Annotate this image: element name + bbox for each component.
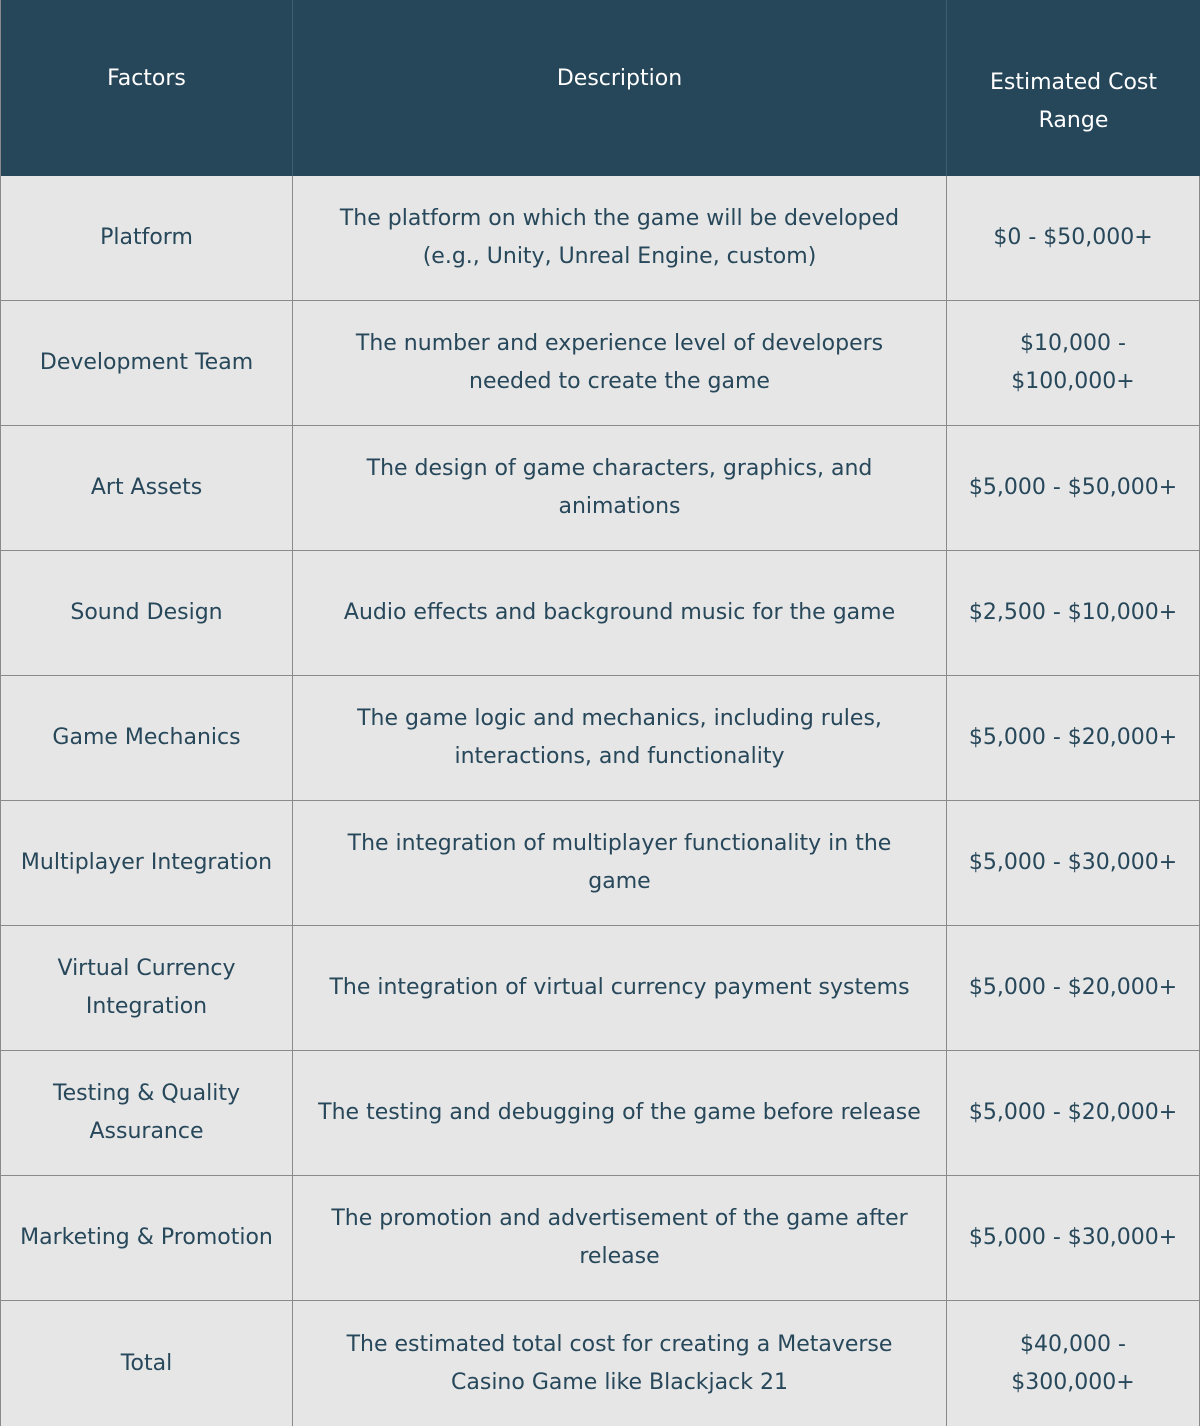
description-text: The game logic and mechanics, including rules, interactions, and functionality <box>357 706 882 769</box>
description-cell <box>293 926 947 1051</box>
factor-text: Game Mechanics <box>52 725 241 750</box>
factor-text: Virtual Currency Integration <box>57 956 236 1019</box>
header-description <box>293 0 947 176</box>
cost-cell <box>947 926 1200 1051</box>
description-cell <box>293 801 947 926</box>
cost-text: $5,000 - $20,000+ <box>968 1100 1178 1125</box>
header-cost <box>947 0 1200 176</box>
factor-text: Development Team <box>39 350 254 375</box>
cost-cell <box>947 801 1200 926</box>
factor-text: Sound Design <box>70 600 223 625</box>
cost-text: $5,000 - $30,000+ <box>968 850 1178 875</box>
cost-cell <box>947 676 1200 801</box>
description-cell <box>293 426 947 551</box>
description-cell <box>293 1051 947 1176</box>
factor-cell <box>0 176 293 301</box>
description-cell <box>293 176 947 301</box>
factor-text: Testing & Quality Assurance <box>52 1081 241 1144</box>
header-cost-label: Estimated Cost Range <box>989 70 1158 133</box>
cost-text: $5,000 - $20,000+ <box>968 975 1178 1000</box>
factor-cell <box>0 301 293 426</box>
factor-text: Multiplayer Integration <box>20 850 273 875</box>
cost-text: $10,000 - $100,000+ <box>1011 331 1135 394</box>
factor-cell <box>0 676 293 801</box>
factor-text: Marketing & Promotion <box>20 1225 273 1250</box>
cost-text: $5,000 - $20,000+ <box>968 725 1178 750</box>
cost-cell <box>947 551 1200 676</box>
description-text: The estimated total cost for creating a Metaverse Casino Game like Blackjack 21 <box>346 1331 893 1395</box>
factor-cell <box>0 926 293 1051</box>
description-cell <box>293 551 947 676</box>
factor-cell <box>0 426 293 551</box>
factor-text: Total <box>120 1350 173 1376</box>
header-factors <box>0 0 293 176</box>
description-cell <box>293 1301 947 1426</box>
factor-cell <box>0 551 293 676</box>
cost-cell <box>947 1051 1200 1176</box>
factor-cell <box>0 801 293 926</box>
cost-text: $5,000 - $30,000+ <box>968 1225 1178 1250</box>
factor-text: Platform <box>100 225 193 250</box>
factor-cell <box>0 1301 293 1426</box>
description-text: The design of game characters, graphics, and animations <box>366 456 873 519</box>
description-text: The integration of virtual currency payment systems <box>329 975 910 1000</box>
cost-cell <box>947 176 1200 301</box>
description-text: The integration of multiplayer functionality in the game <box>347 831 892 894</box>
description-text: The testing and debugging of the game before release <box>318 1100 921 1125</box>
header-factors-label: Factors <box>107 66 186 91</box>
factor-text: Art Assets <box>90 475 203 500</box>
factor-cell <box>0 1051 293 1176</box>
description-text: The promotion and advertisement of the game after release <box>331 1206 908 1269</box>
description-cell <box>293 301 947 426</box>
description-text: Audio effects and background music for the game <box>343 600 896 625</box>
cost-text: $0 - $50,000+ <box>993 225 1153 250</box>
description-text: The platform on which the game will be developed (e.g., Unity, Unreal Engine, custom) <box>339 206 900 269</box>
cost-text: $5,000 - $50,000+ <box>968 475 1178 500</box>
description-cell <box>293 676 947 801</box>
cost-cell <box>947 426 1200 551</box>
description-text: The number and experience level of developers needed to create the game <box>355 331 884 394</box>
cost-text: $2,500 - $10,000+ <box>968 600 1178 625</box>
cost-cell <box>947 1176 1200 1301</box>
cost-text: $40,000 - $300,000+ <box>1011 1331 1135 1395</box>
header-description-label: Description <box>556 66 683 91</box>
description-cell <box>293 1176 947 1301</box>
factor-cell <box>0 1176 293 1301</box>
cost-cell <box>947 301 1200 426</box>
cost-cell <box>947 1301 1200 1426</box>
